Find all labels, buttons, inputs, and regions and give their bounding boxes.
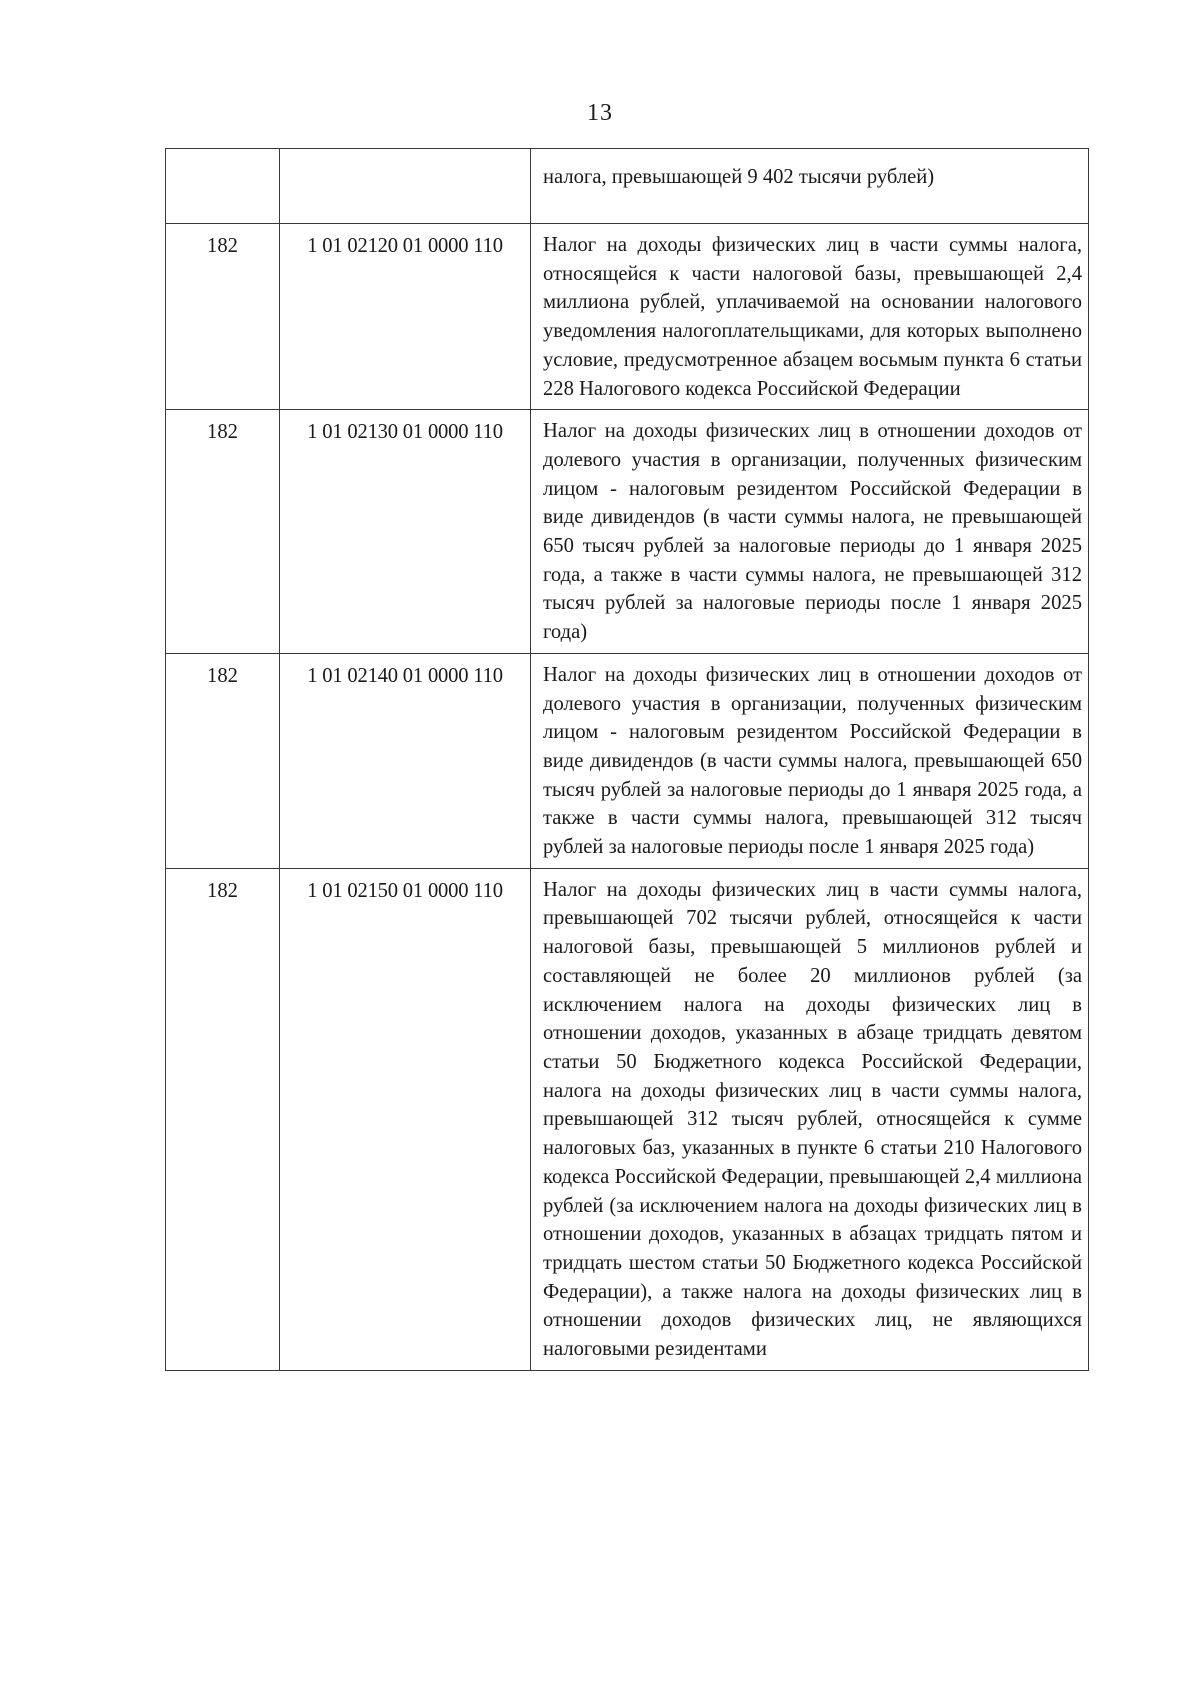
admin-code-cell: 182 [166, 868, 280, 1370]
table-row [166, 224, 1089, 410]
admin-code-cell [166, 149, 280, 224]
table-row [166, 410, 1089, 654]
budget-code-cell [280, 149, 531, 224]
budget-code-cell: 1 01 02120 01 0000 110 [280, 224, 531, 410]
admin-code-cell: 182 [166, 224, 280, 410]
budget-classification-table [165, 148, 1089, 1371]
description-cell: налога, превышающей 9 402 тысячи рублей) [531, 149, 1089, 224]
budget-code-cell: 1 01 02130 01 0000 110 [280, 410, 531, 654]
table-row [166, 653, 1089, 868]
admin-code-cell: 182 [166, 410, 280, 654]
description-cell: Налог на доходы физических лиц в части суммы налога, относящейся к части налоговой базы, превышающей 2,4 миллиона рублей, уплачиваемой на основании налогового уведомления налогоплательщиками, для которых выполнено условие, предусмотренное абзацем восьмым пункта 6 статьи 228 Налогового кодекса Российской Федерации [531, 224, 1089, 410]
table-row [166, 868, 1089, 1370]
budget-code-cell: 1 01 02140 01 0000 110 [280, 653, 531, 868]
admin-code-cell: 182 [166, 653, 280, 868]
table-row-continuation [166, 149, 1089, 224]
budget-code-cell: 1 01 02150 01 0000 110 [280, 868, 531, 1370]
description-cell: Налог на доходы физических лиц в отношении доходов от долевого участия в организации, полученных физическим лицом - налоговым резидентом Российской Федерации в виде дивидендов (в части суммы налога, не превышающей 650 тысяч рублей за налоговые периоды до 1 января 2025 года, а также в части суммы налога, не превышающей 312 тысяч рублей за налоговые периоды после 1 января 2025 года) [531, 410, 1089, 654]
page-number: 13 [587, 100, 613, 126]
description-cell: Налог на доходы физических лиц в отношении доходов от долевого участия в организации, полученных физическим лицом - налоговым резидентом Российской Федерации в виде дивидендов (в части суммы налога, превышающей 650 тысяч рублей за налоговые периоды до 1 января 2025 года, а также в части суммы налога, превышающей 312 тысяч рублей за налоговые периоды после 1 января 2025 года) [531, 653, 1089, 868]
description-cell: Налог на доходы физических лиц в части суммы налога, превышающей 702 тысячи рублей, относящейся к части налоговой базы, превышающей 5 миллионов рублей и составляющей не более 20 миллионов рублей (за исключением налога на доходы физических лиц в отношении доходов, указанных в абзаце тридцать девятом статьи 50 Бюджетного кодекса Российской Федерации, налога на доходы физических лиц в части суммы налога, превышающей 312 тысяч рублей, относящейся к сумме налоговых баз, указанных в пункте 6 статьи 210 Налогового кодекса Российской Федерации, превышающей 2,4 миллиона рублей (за исключением налога на доходы физических лиц в отношении доходов, указанных в абзацах тридцать пятом и тридцать шестом статьи 50 Бюджетного кодекса Российской Федерации), а также налога на доходы физических лиц в отношении доходов физических лиц, не являющихся налоговыми резидентами [531, 868, 1089, 1370]
